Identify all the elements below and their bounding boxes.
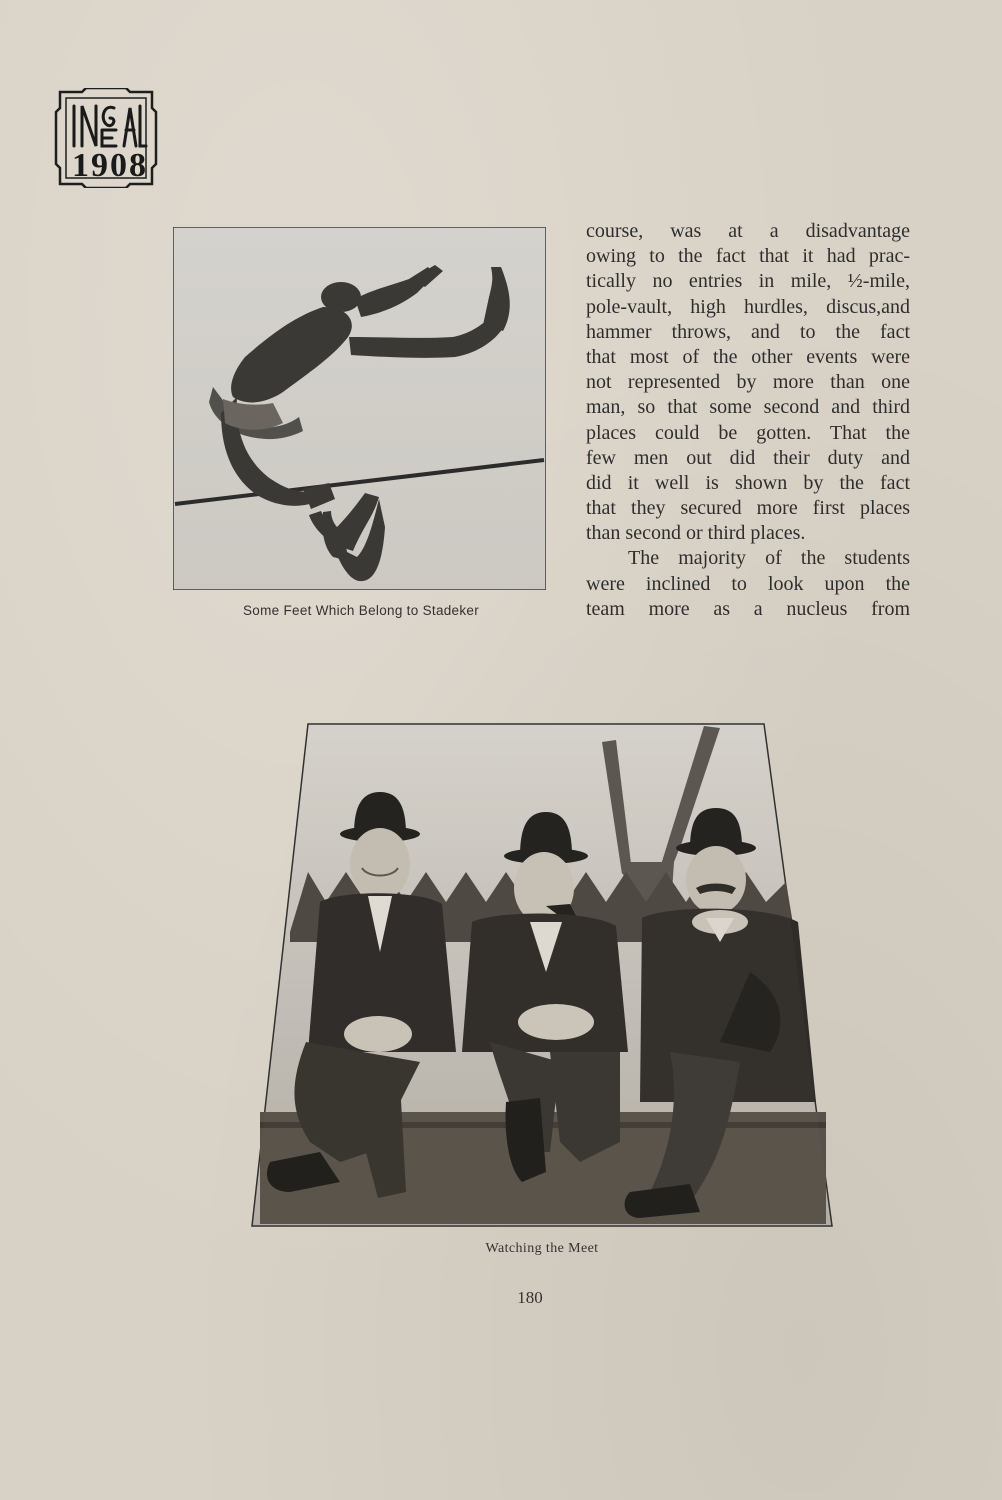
text-line: man, so that some second and third <box>586 396 910 419</box>
text-line: team more as a nucleus from <box>586 597 910 620</box>
text-line: were inclined to look upon the <box>586 572 910 595</box>
text-line: few men out did their duty and <box>586 446 910 469</box>
text-line: pole-vault, high hurdles, discus,and <box>586 295 910 318</box>
text-line: places could be gotten. That the <box>586 421 910 444</box>
text-line: owing to the fact that it had prac- <box>586 245 910 268</box>
high-jumper-photo <box>173 227 546 590</box>
body-text-column <box>586 219 910 622</box>
text-line: than second or third places. <box>586 522 806 545</box>
text-line: course, was at a disadvantage <box>586 220 910 242</box>
text-line: did it well is shown by the fact <box>586 471 910 494</box>
text-line: The majority of the students <box>628 547 910 570</box>
page-number: 180 <box>517 1288 543 1307</box>
text-line: tically no entries in mile, ½-mile, <box>586 270 910 293</box>
text-line: not represented by more than one <box>586 371 910 394</box>
spectators-photo-caption: Watching the Meet <box>485 1241 599 1256</box>
ineal-1908-monogram-logo <box>52 88 160 188</box>
text-line: hammer throws, and to the fact <box>586 320 910 343</box>
text-line: that most of the other events were <box>586 345 910 368</box>
svg-text:1908: 1908 <box>72 147 148 184</box>
text-line: that they secured more first places <box>586 497 910 520</box>
spectators-photo <box>250 722 834 1228</box>
jumper-photo-caption: Some Feet Which Belong to Stadeker <box>242 603 480 618</box>
